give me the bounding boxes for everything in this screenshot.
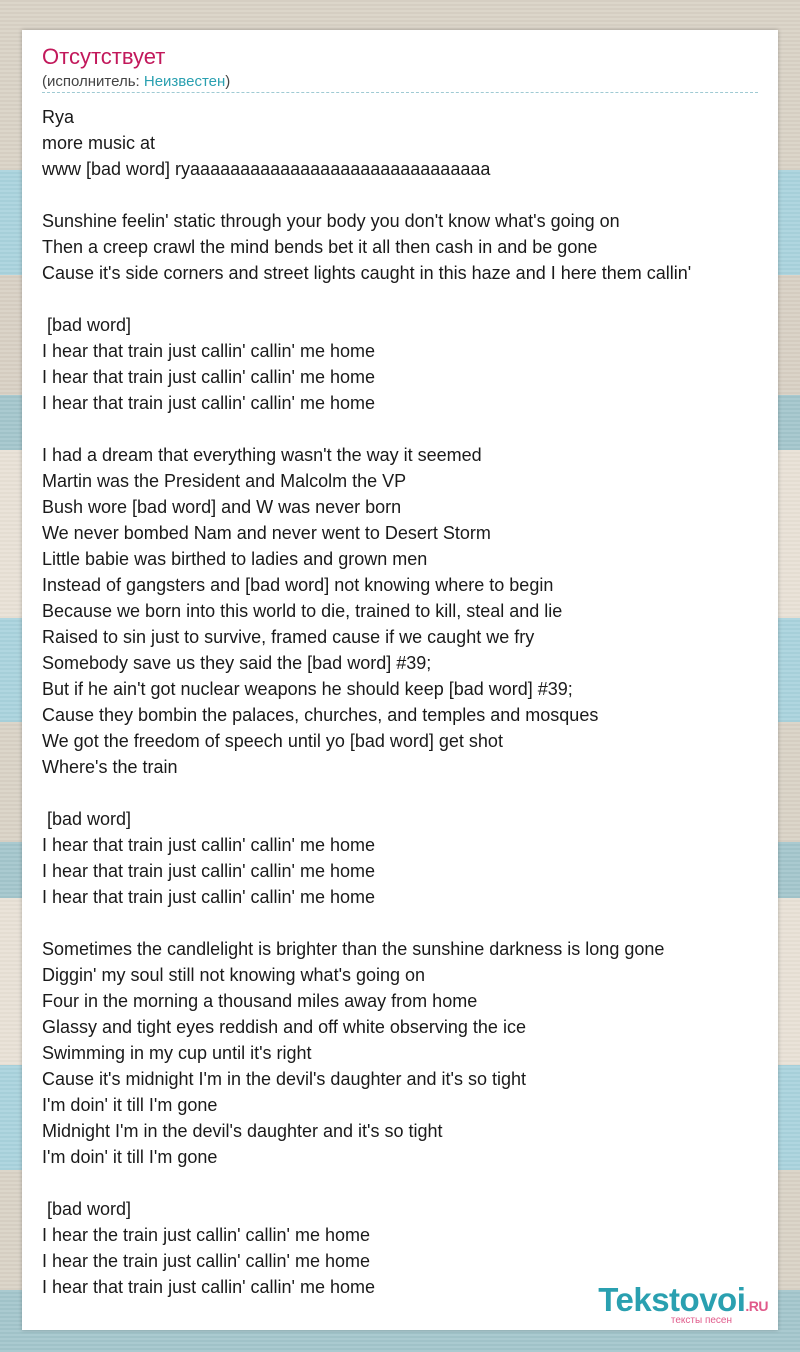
logo-tld: .RU — [745, 1298, 768, 1314]
lyric-blank-line — [42, 780, 772, 806]
song-title: Отсутствует — [42, 44, 166, 69]
lyric-line: Raised to sin just to survive, framed cause if we caught we fry — [42, 627, 535, 647]
site-logo[interactable] — [548, 1282, 768, 1328]
lyric-line: We got the freedom of speech until yo [bad word] get shot — [42, 731, 503, 751]
lyric-line: But if he ain't got nuclear weapons he should keep [bad word] #39; — [42, 679, 573, 699]
artist-line — [42, 73, 230, 90]
lyric-line: Swimming in my cup until it's right — [42, 1043, 312, 1063]
lyric-line: Where's the train — [42, 757, 178, 777]
lyric-blank-line — [42, 182, 772, 208]
lyric-line: Diggin' my soul still not knowing what's going on — [42, 965, 426, 985]
lyric-line: Then a creep crawl the mind bends bet it all then cash in and be gone — [42, 237, 598, 257]
lyric-line: Bush wore [bad word] and W was never born — [42, 497, 402, 517]
lyric-line: I hear that train just callin' callin' me home — [42, 887, 376, 907]
lyric-line: Rya — [42, 107, 75, 127]
lyric-line: Instead of gangsters and [bad word] not knowing where to begin — [42, 575, 554, 595]
lyric-line: I hear the train just callin' callin' me home — [42, 1251, 371, 1271]
lyric-line: Somebody save us they said the [bad word] #39; — [42, 653, 432, 673]
lyric-line: I hear that train just callin' callin' me home — [42, 341, 376, 361]
lyric-blank-line — [42, 286, 772, 312]
logo-brand: Tekstovoi — [598, 1281, 746, 1318]
lyric-line: Sometimes the candlelight is brighter than the sunshine darkness is long gone — [42, 939, 665, 959]
lyric-line: We never bombed Nam and never went to Desert Storm — [42, 523, 491, 543]
lyric-line: [bad word] — [42, 315, 132, 335]
header-divider — [42, 92, 758, 93]
lyrics-card — [22, 30, 778, 1330]
logo-tagline: тексты песен — [670, 1315, 732, 1326]
lyric-line: I'm doin' it till I'm gone — [42, 1095, 218, 1115]
lyric-line: I hear the train just callin' callin' me home — [42, 1225, 371, 1245]
lyric-line: I hear that train just callin' callin' me home — [42, 367, 376, 387]
lyric-blank-line — [42, 910, 772, 936]
lyric-line: I hear that train just callin' callin' me home — [42, 835, 376, 855]
lyric-blank-line — [42, 416, 772, 442]
artist-link[interactable]: Неизвестен — [143, 73, 226, 90]
lyric-blank-line — [42, 1170, 772, 1196]
lyric-line: I'm doin' it till I'm gone — [42, 1147, 218, 1167]
lyric-line: I had a dream that everything wasn't the way it seemed — [42, 445, 482, 465]
lyric-line: Cause they bombin the palaces, churches, and temples and mosques — [42, 705, 599, 725]
lyric-line: more music at — [42, 133, 156, 153]
lyric-line: Four in the morning a thousand miles away from home — [42, 991, 478, 1011]
lyric-line: Glassy and tight eyes reddish and off white observing the ice — [42, 1017, 526, 1037]
lyric-line: [bad word] — [42, 1199, 132, 1219]
lyric-line: www [bad word] ryaaaaaaaaaaaaaaaaaaaaaaaaaaaaaa — [42, 159, 491, 179]
artist-suffix: ) — [225, 73, 231, 90]
lyric-line: Little babie was birthed to ladies and grown men — [42, 549, 428, 569]
lyric-line: Midnight I'm in the devil's daughter and it's so tight — [42, 1121, 443, 1141]
lyric-line: Sunshine feelin' static through your body you don't know what's going on — [42, 211, 620, 231]
lyric-line: Martin was the President and Malcolm the VP — [42, 471, 407, 491]
lyric-line: [bad word] — [42, 809, 132, 829]
lyrics-text — [42, 104, 772, 1300]
lyric-line: I hear that train just callin' callin' me home — [42, 861, 376, 881]
lyric-line: Cause it's midnight I'm in the devil's daughter and it's so tight — [42, 1069, 526, 1089]
lyric-line: Cause it's side corners and street lights caught in this haze and I here them callin' — [42, 263, 692, 283]
artist-prefix: (исполнитель: — [42, 73, 144, 90]
lyric-line: I hear that train just callin' callin' me home — [42, 393, 376, 413]
lyric-line: Because we born into this world to die, trained to kill, steal and lie — [42, 601, 563, 621]
lyric-line: I hear that train just callin' callin' me home — [42, 1277, 376, 1297]
